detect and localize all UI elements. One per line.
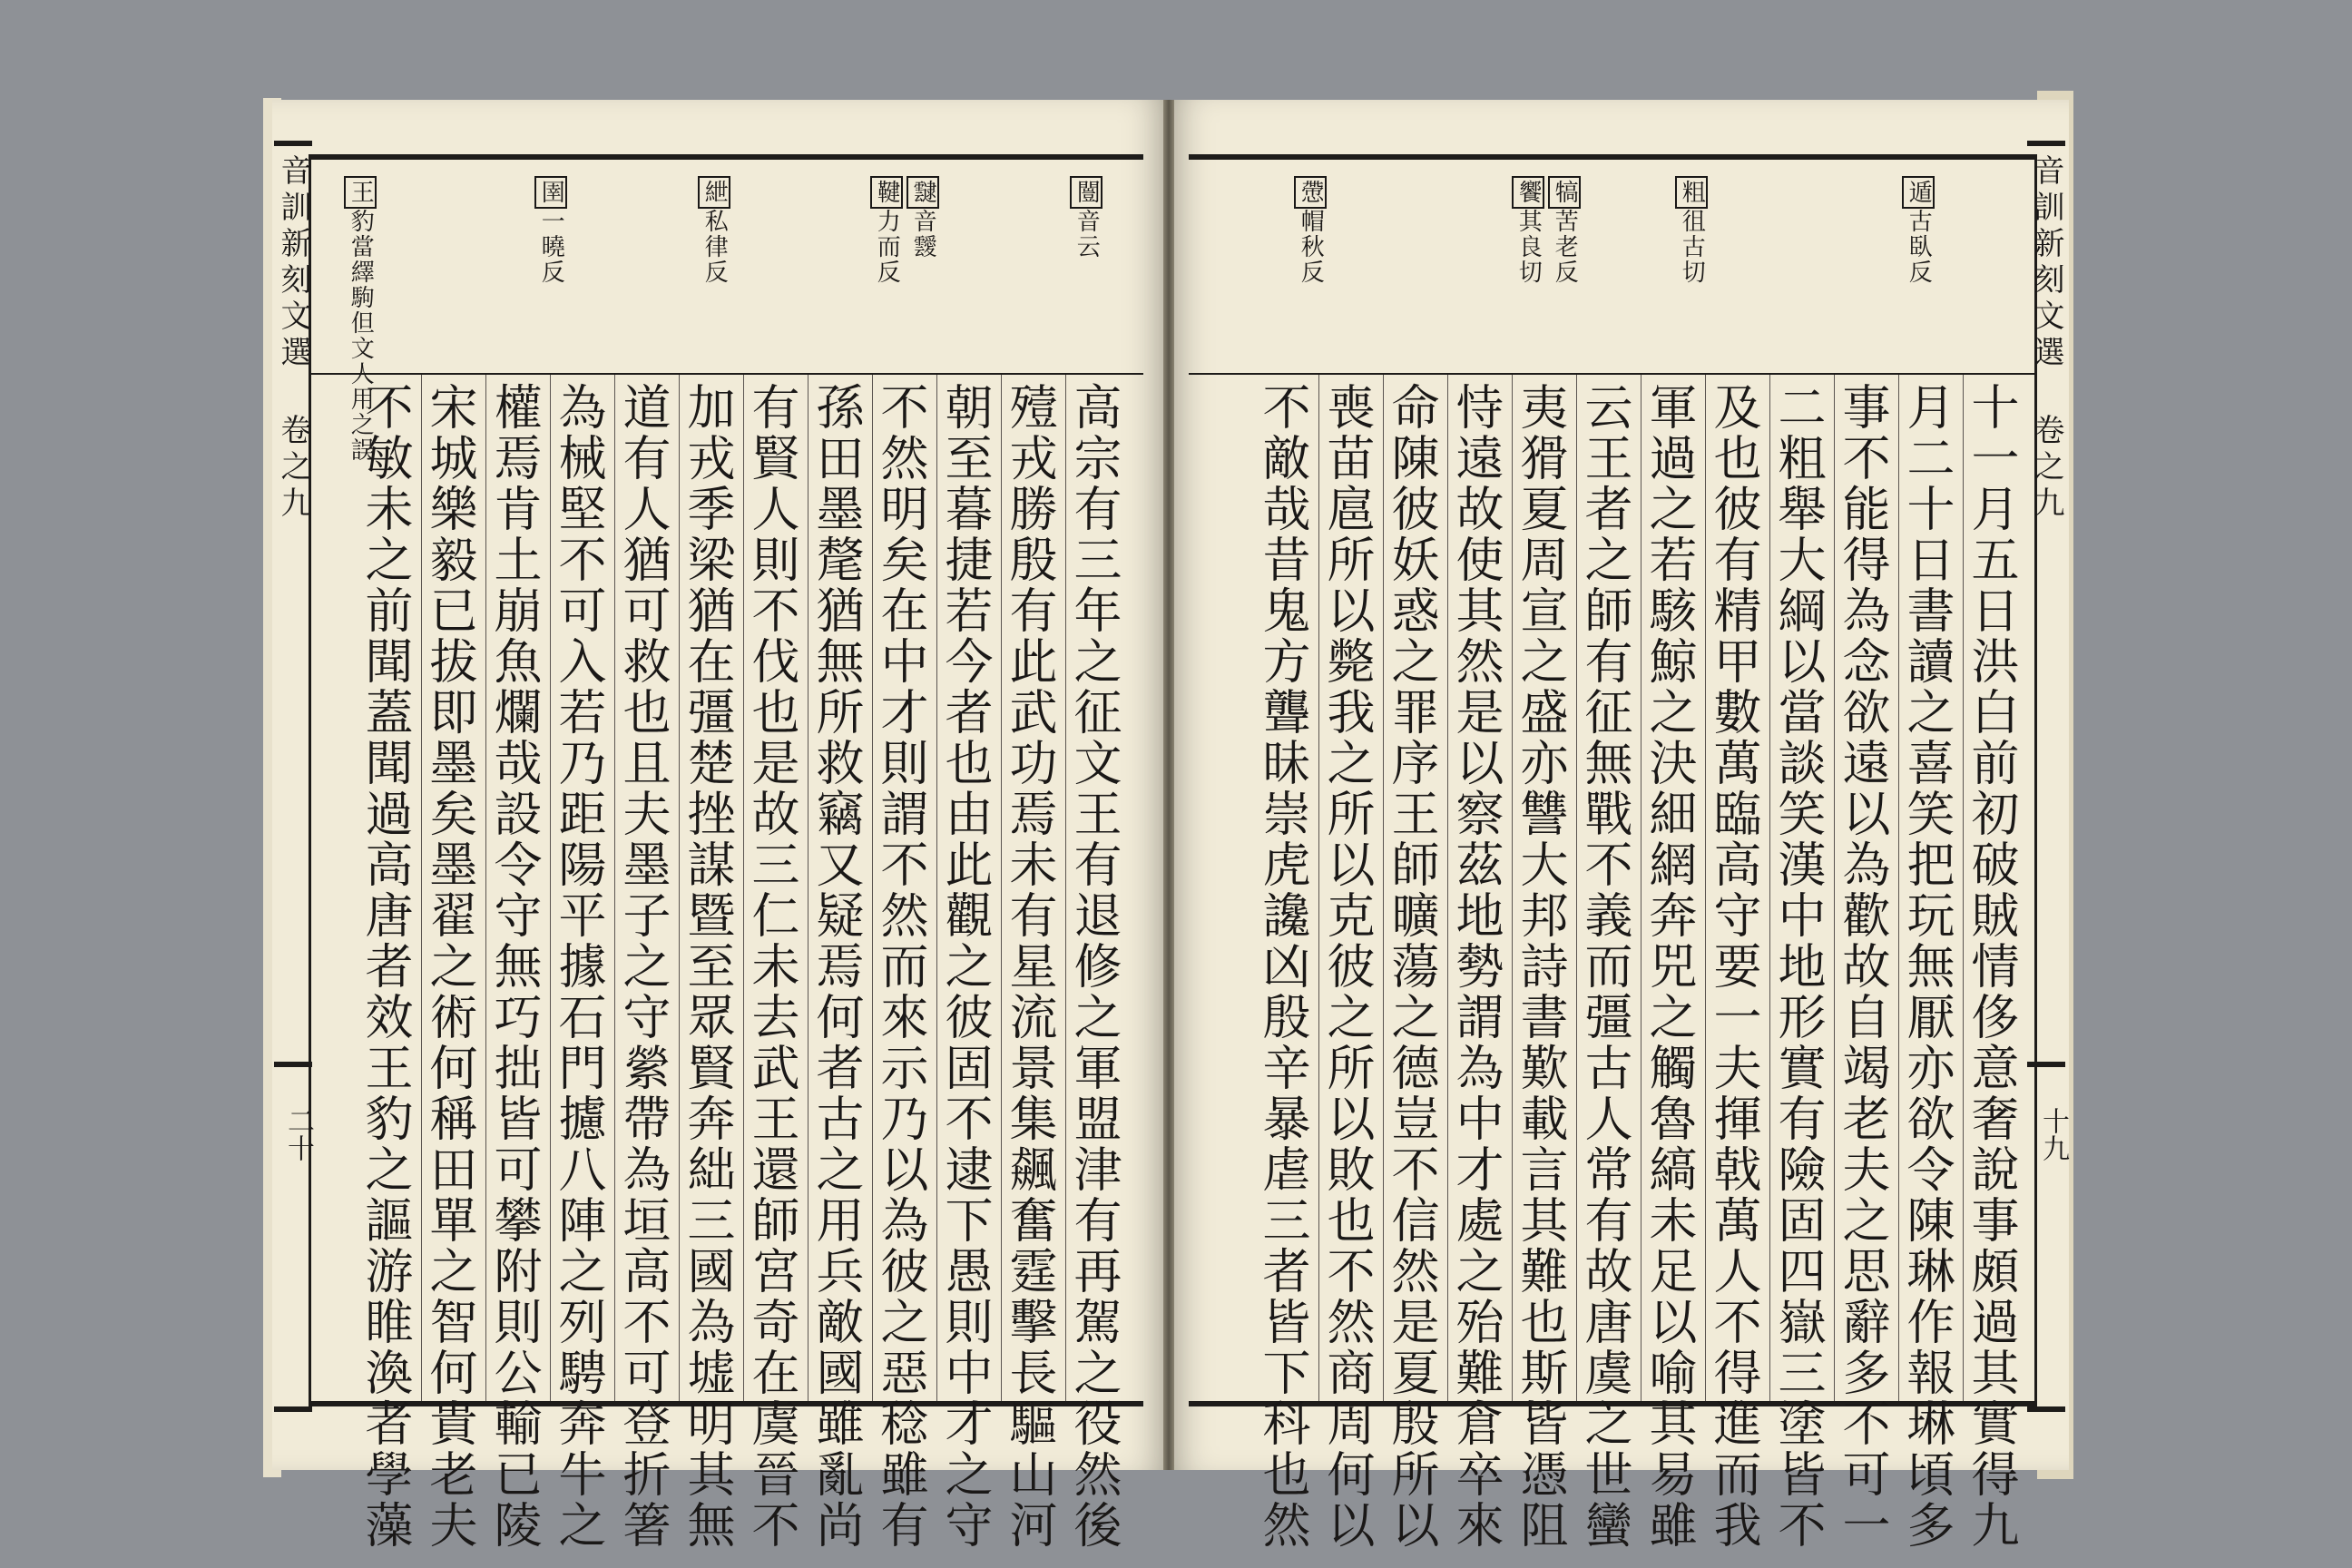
gloss-head: 圉 [534,176,567,209]
column-rule [1447,375,1448,1401]
column-rule [614,375,615,1401]
column-rule [1834,375,1835,1401]
left-gloss-5 [538,176,563,285]
left-fold-mark-mid [274,1062,312,1067]
left-gloss-4 [701,176,729,285]
text-column: 月二十日書讀之喜笑把玩無厭亦欲令陳琳作報琳頃多 [1899,382,1955,1551]
column-rule [1705,375,1706,1401]
text-column: 加戎季梁猶在彊楚挫謀暨至眾賢奔絀三國為墟明其無 [680,382,735,1551]
left-fold-mark-bottom [274,1406,312,1412]
right-fold-mark-top [2027,141,2065,146]
column-rule [872,375,873,1401]
column-rule [743,375,744,1401]
column-rule [1318,375,1319,1401]
gutter [1163,100,1174,1470]
gloss-head: 粗 [1675,176,1708,209]
left-gloss-1 [1073,176,1101,260]
gloss-head: 遁 [1902,176,1935,209]
column-rule [1383,375,1384,1401]
right-page-edge-label: 音訓新刻文選 卷之九 [2028,154,2064,523]
text-column: 權焉肯土崩魚爛哉設令守無巧拙皆可攀附則公輸已陵 [486,382,542,1551]
text-column: 為械堅不可入若乃距陽平據石門攄八陣之列騁奔牛之 [551,382,606,1551]
text-column: 有賢人則不伐也是故三仁未去武王還師宮奇在虞晉不 [744,382,799,1551]
text-column: 十一月五日洪白前初破賊情侈意奢說事頗過其實得九 [1964,382,2019,1551]
gloss-text: 苦老反 [1551,209,1579,285]
left-page-number: 二十 [282,1107,314,1161]
column-rule [1898,375,1899,1401]
gloss-head: 王 [344,176,377,209]
text-column: 道有人猶可救也且夫墨子之守縈帶為垣高不可登折箸 [615,382,671,1551]
left-body-text [311,375,1143,1551]
right-fold-mark-mid [2027,1062,2065,1067]
text-column: 云王者之師有征無戰不義而彊古人常有故唐虞之世蠻 [1577,382,1632,1551]
text-column: 不敵哉昔鬼方聾昧崇虎讒凶殷辛暴虐三者皆下科也然 [1255,382,1310,1551]
gloss-text: 其良切 [1514,209,1543,285]
text-column: 夷猾夏周宣之盛亦讐大邦詩書歎載言其難也斯皆憑阻 [1513,382,1568,1551]
text-column: 高宗有三年之征文王有退修之軍盟津有再駕之役然後 [1066,382,1122,1551]
left-gloss-2 [910,176,935,260]
gloss-text: 音云 [1073,209,1101,260]
right-page-margin [2027,100,2065,1470]
text-column: 二粗舉大綱以當談笑漢中地形實有險固四嶽三塗皆不 [1770,382,1826,1551]
column-rule [1769,375,1770,1401]
text-column: 事不能得為念欲遠以為歡故自竭老夫之思辭多不可一 [1835,382,1890,1551]
text-column: 軍過之若駭鯨之決細網奔兕之觸魯縞未足以喻其易雖 [1642,382,1697,1551]
column-rule [679,375,680,1401]
column-rule [550,375,551,1401]
right-gloss-5 [1905,176,1933,285]
text-column: 不然明矣在中才則謂不然而來示乃以為彼之惡稔雖有 [873,382,928,1551]
column-rule [1512,375,1513,1401]
left-gloss-band [311,160,1143,463]
left-page [272,100,1166,1551]
right-gloss-1 [1297,176,1325,285]
right-page [1171,100,2069,1551]
left-page-margin [274,100,312,1470]
column-rule [1963,375,1964,1401]
right-text-frame [1189,154,2037,1551]
gloss-text: 私律反 [701,209,729,285]
gloss-head: 鞬 [870,176,903,209]
gloss-head: 紲 [698,176,730,209]
right-gloss-2 [1551,176,1579,285]
text-column: 孫田墨氂猶無所救竊又疑焉何者古之用兵敵國雖亂尚 [808,382,864,1551]
gloss-text: 徂古切 [1678,209,1706,285]
gloss-text: 帽秋反 [1297,209,1325,285]
left-text-frame [309,154,1143,1551]
column-rule [1001,375,1002,1401]
column-rule [936,375,937,1401]
gloss-text: 一曉反 [537,209,565,285]
text-column: 及也彼有精甲數萬臨高守要一夫揮戟萬人不得進而我 [1706,382,1761,1551]
text-column: 宋城樂毅已拔即墨矣墨翟之術何稱田單之智何貴老夫 [422,382,477,1551]
left-fold-mark-top [274,141,312,146]
text-column: 喪苗扈所以斃我之所以克彼之所以敗也不然商周何以 [1319,382,1375,1551]
text-column: 殪戎勝殷有此武功焉未有星流景集飆奮霆擊長驅山河 [1002,382,1057,1551]
gloss-head: 靆 [906,176,939,209]
right-gloss-4 [1678,176,1706,285]
gloss-text: 音靉 [909,209,937,260]
column-rule [421,375,422,1401]
gloss-text: 豹當繹駒但文人用之誤 [347,209,375,463]
right-gloss-band [1189,160,2034,375]
column-rule [1641,375,1642,1401]
column-rule [1065,375,1066,1401]
text-column: 命陳彼妖惑之罪序王師曠蕩之德豈不信然是夏殷所以 [1384,382,1439,1551]
text-column: 恃遠故使其然是以察茲地勢謂為中才處之殆難倉卒來 [1448,382,1504,1551]
right-page-number: 十九 [2037,1107,2069,1161]
gloss-text: 古臥反 [1905,209,1933,285]
left-page-edge-label: 音訓新刻文選 卷之九 [275,154,311,523]
gloss-head: 闓 [1070,176,1102,209]
left-gloss-3 [873,176,901,285]
gloss-head: 犒 [1548,176,1581,209]
right-body-text [1189,375,2034,1551]
text-column: 不敏未之前聞蓋聞過高唐者效王豹之謳游睢渙者學藻 [358,382,413,1551]
gloss-head: 饗 [1512,176,1544,209]
right-fold-mark-bottom [2027,1406,2065,1412]
text-column: 朝至暮捷若今者也由此觀之彼固不逮下愚則中才之守 [937,382,993,1551]
gloss-text: 力而反 [873,209,901,285]
column-rule [1576,375,1577,1401]
gloss-head: 慸 [1294,176,1327,209]
right-gloss-3 [1514,176,1543,285]
column-rule [485,375,486,1401]
